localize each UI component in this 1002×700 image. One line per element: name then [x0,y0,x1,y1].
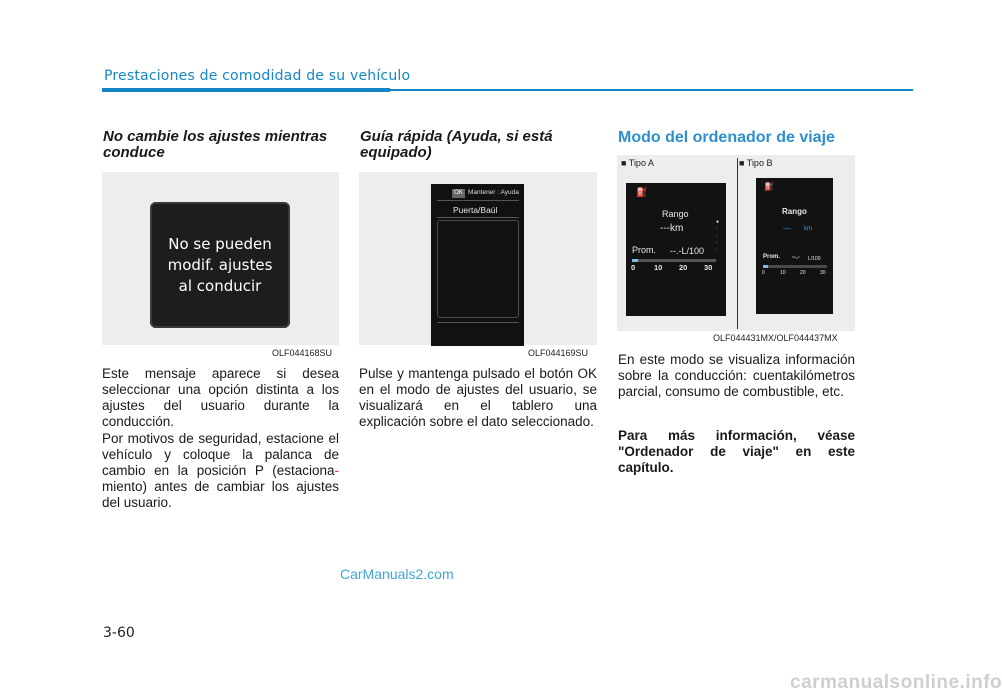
paragraph-col1-2 [102,431,339,511]
page-number: 3-60 [103,625,135,641]
display-screen-help [431,184,524,346]
site-watermark: carmanualsonline.info [790,672,1002,693]
help-screen-title: Mantener : Ayuda [468,189,519,196]
screen-message-line-1: No se pueden [168,234,272,253]
fuel-pump-icon: ⛽ [636,187,648,197]
paragraph-col2-1: Pulse y mantenga pulsado el botón OK en el modo de ajustes del usuario, se visualizará en el tablero una explicación sobre el dato seleccionado. [359,366,597,429]
figure-divider [737,158,738,329]
figure-code-2: OLF044169SU [528,348,589,358]
heading-ordenador-viaje: Modo del ordenador de viaje [618,129,835,146]
help-divider-top [437,200,519,201]
tick-b-30: 30 [820,270,826,276]
tick-a-10: 10 [654,263,663,272]
screen-message-line-2: modif. ajustes [167,255,273,274]
para2-part1: Por motivos de seguridad, estacione el vehículo y coloque la palanca de cambio en la posición P (estaciona [102,431,339,478]
range-value-b: --- [783,224,791,233]
display-screen-message [150,202,290,328]
header-rule-dark [102,88,390,92]
range-label-a: Rango [662,209,689,219]
header-rule-light [390,89,913,91]
paragraph-col1-1: Este mensaje aparece si desea seleccionar una opción distinta a los ajustes del usuario durante la conducción. [102,366,339,429]
consumption-fill-b [763,265,768,268]
avg-value-b: --.- [792,255,800,261]
tick-a-0: 0 [631,263,636,272]
range-unit-b: km [804,226,812,232]
screen-message-text [158,234,282,297]
tick-b-20: 20 [800,270,806,276]
avg-value-a: --.-L/100 [670,246,705,256]
para2-part2: miento) antes de cambiar los ajustes del usuario. [102,479,339,510]
help-text-frame [437,220,519,318]
consumption-bar-a [632,259,716,262]
ok-badge: OK [452,189,465,198]
tick-a-30: 30 [704,263,713,272]
paragraph-col3-1: En este modo se visualiza información sobre la conducción: cuentakilómetros parcial, consumo de combustible, etc. [618,352,855,399]
help-screen-item: Puerta/Baúl [453,205,498,215]
avg-unit-b: L/100 [808,256,821,262]
figure-code-3: OLF044431MX/OLF044437MX [713,333,838,343]
heading-no-cambie: No cambie los ajustes mientras conduce [103,128,328,161]
help-divider-bottom [437,322,519,323]
consumption-bar-b [763,265,827,268]
tick-b-10: 10 [780,270,786,276]
heading-guia-rapida: Guía rápida (Ayuda, si está equipado) [360,128,553,161]
screen-message-line-3: al conducir [178,276,262,295]
type-b-label: ■ Tipo B [739,158,773,168]
type-a-label: ■ Tipo A [621,158,654,168]
fuel-pump-icon: ⛽ [764,182,774,191]
range-label-b: Rango [782,207,807,216]
avg-label-a: Prom. [632,245,657,255]
avg-label-b: Prom. [763,254,781,260]
tick-b-0: 0 [762,270,765,276]
section-title: Prestaciones de comodidad de su vehículo [104,68,411,84]
paragraph-col3-2: Para más información, véase "Ordenador de viaje" en este capítulo. [618,428,855,475]
tick-a-20: 20 [679,263,688,272]
consumption-fill-a [632,259,638,262]
help-divider-mid [437,217,519,218]
range-value-a: ---km [660,223,684,234]
hyphen-mark: - [334,463,339,478]
figure-code-1: OLF044168SU [272,348,333,358]
page-dots-icon: ● · · · · [716,219,720,253]
watermark-link[interactable]: CarManuals2.com [340,566,454,582]
trip-screen-type-b [756,178,833,314]
trip-screen-type-a [626,183,726,316]
